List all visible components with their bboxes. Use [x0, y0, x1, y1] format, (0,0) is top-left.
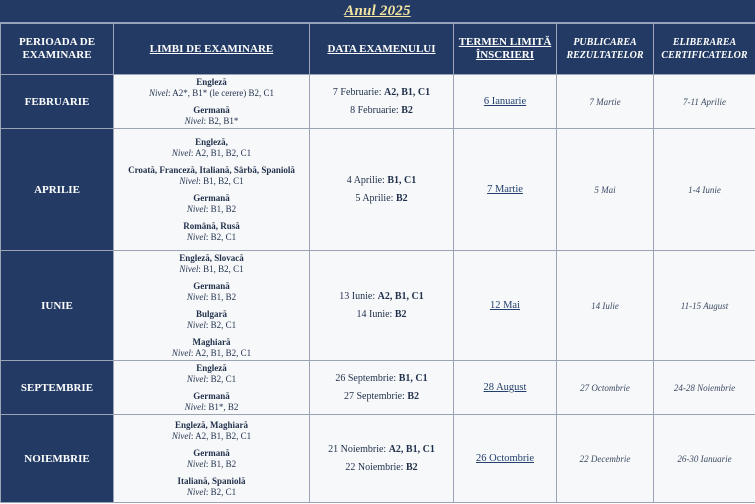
- level-label: Nivel: [171, 347, 191, 358]
- language-group: [116, 193, 307, 215]
- exam-date-line: [312, 459, 451, 477]
- exam-date-day: 14 Iunie:: [356, 308, 395, 320]
- language-name: Italiană, Spaniolă: [177, 475, 246, 486]
- exam-date-day: 26 Septembrie:: [335, 372, 399, 384]
- language-group: [116, 105, 307, 127]
- exam-date-line: [312, 288, 451, 306]
- table-row: [1, 251, 755, 361]
- period-cell: NOIEMBRIE: [1, 415, 114, 503]
- exam-date-cell: [310, 251, 454, 361]
- results-cell: 5 Mai: [557, 129, 654, 251]
- exam-date-day: 4 Aprilie:: [346, 174, 388, 186]
- languages-cell: [114, 361, 310, 415]
- exam-date-cell: [310, 415, 454, 503]
- language-name: Engleză: [196, 76, 227, 87]
- language-levels: [116, 176, 307, 187]
- deadline-link[interactable]: 12 Mai: [489, 300, 521, 311]
- language-group: [116, 363, 307, 385]
- level-values: : B2, C1: [205, 373, 237, 384]
- header-deadline: TERMEN LIMITĂ ÎNSCRIERI: [454, 24, 557, 75]
- language-name: Germană: [193, 104, 230, 115]
- exam-date-levels: B2: [401, 104, 413, 116]
- language-levels: [116, 320, 307, 331]
- deadline-cell: [454, 75, 557, 129]
- period-cell: APRILIE: [1, 129, 114, 251]
- language-group: [116, 165, 307, 187]
- exam-date-line: [312, 370, 451, 388]
- level-values: : A2*, B1* (le cerere) B2, C1: [168, 87, 274, 98]
- language-levels: [116, 459, 307, 470]
- exam-date-levels: A2, B1, C1: [383, 86, 431, 98]
- languages-cell: [114, 415, 310, 503]
- level-label: Nivel: [171, 430, 191, 441]
- table-row: [1, 75, 755, 129]
- deadline-cell: [454, 129, 557, 251]
- language-name: Germană: [193, 390, 230, 401]
- results-cell: 27 Octombrie: [557, 361, 654, 415]
- language-levels: [116, 348, 307, 359]
- exam-date-levels: B1, C1: [398, 372, 428, 384]
- year-banner: [0, 0, 755, 23]
- language-levels: [116, 204, 307, 215]
- exam-date-line: [312, 172, 451, 190]
- exam-date-line: [312, 306, 451, 324]
- level-label: Nivel: [186, 231, 206, 242]
- exam-date-day: 13 Iunie:: [339, 290, 378, 302]
- exam-date-day: 8 Februarie:: [350, 104, 402, 116]
- exam-schedule-table: [0, 23, 755, 503]
- certificates-cell: 1-4 Iunie: [654, 129, 755, 251]
- level-label: Nivel: [186, 458, 206, 469]
- certificates-cell: 24-28 Noiembrie: [654, 361, 755, 415]
- language-levels: [116, 116, 307, 127]
- language-group: [116, 253, 307, 275]
- deadline-link[interactable]: 7 Martie: [487, 184, 523, 195]
- language-name: Germană: [193, 280, 230, 291]
- level-values: : B2, C1: [205, 486, 237, 497]
- exam-date-day: 5 Aprilie:: [355, 192, 396, 204]
- table-header-row: [1, 24, 755, 75]
- language-name: Engleză, Maghiară: [175, 419, 248, 430]
- exam-date-levels: B1, C1: [387, 174, 417, 186]
- exam-date-day: 22 Noiembrie:: [345, 461, 406, 473]
- level-label: Nivel: [179, 263, 199, 274]
- level-values: : B1, B2: [205, 291, 237, 302]
- certificates-cell: 26-30 Ianuarie: [654, 415, 755, 503]
- language-levels: [116, 232, 307, 243]
- language-levels: [116, 148, 307, 159]
- level-label: Nivel: [186, 319, 206, 330]
- language-group: [116, 420, 307, 442]
- language-levels: [116, 431, 307, 442]
- level-values: : A2, B1, B2, C1: [190, 430, 252, 441]
- deadline-link[interactable]: 26 Octombrie: [475, 453, 535, 464]
- level-label: Nivel: [186, 203, 206, 214]
- language-levels: [116, 487, 307, 498]
- level-values: : B1, B2: [205, 203, 237, 214]
- period-cell: SEPTEMBRIE: [1, 361, 114, 415]
- deadline-link[interactable]: 28 August: [483, 382, 527, 393]
- level-label: Nivel: [184, 401, 204, 412]
- exam-date-line: [312, 102, 451, 120]
- level-label: Nivel: [186, 486, 206, 497]
- language-name: Engleză, Slovacă: [179, 252, 244, 263]
- language-group: [116, 391, 307, 413]
- level-values: : B2, B1*: [203, 115, 239, 126]
- exam-date-levels: A2, B1, C1: [388, 443, 435, 455]
- exam-date-cell: [310, 361, 454, 415]
- level-values: : B2, C1: [205, 231, 237, 242]
- results-cell: 7 Martie: [557, 75, 654, 129]
- deadline-cell: [454, 415, 557, 503]
- language-group: [116, 77, 307, 99]
- header-results: PUBLICAREA REZULTATELOR: [557, 24, 654, 75]
- level-values: : B1, B2: [205, 458, 237, 469]
- level-values: : B1*, B2: [203, 401, 239, 412]
- table-row: [1, 361, 755, 415]
- level-label: Nivel: [171, 147, 191, 158]
- languages-cell: [114, 251, 310, 361]
- language-name: Maghiară: [192, 336, 231, 347]
- language-levels: [116, 402, 307, 413]
- language-group: [116, 309, 307, 331]
- exam-date-cell: [310, 75, 454, 129]
- language-levels: [116, 292, 307, 303]
- language-levels: [116, 264, 307, 275]
- level-label: Nivel: [179, 175, 199, 186]
- level-values: : A2, B1, B2, C1: [190, 347, 252, 358]
- language-name: Croată, Franceză, Italiană, Sârbă, Spaniolă: [128, 164, 295, 175]
- language-group: [116, 476, 307, 498]
- level-label: Nivel: [186, 291, 206, 302]
- exam-date-levels: B2: [394, 308, 407, 320]
- level-values: : B2, C1: [205, 319, 237, 330]
- language-name: Engleză: [196, 362, 227, 373]
- languages-cell: [114, 75, 310, 129]
- deadline-cell: [454, 361, 557, 415]
- certificates-cell: 7-11 Aprilie: [654, 75, 755, 129]
- language-group: [116, 137, 307, 159]
- language-levels: [116, 374, 307, 385]
- language-group: [116, 448, 307, 470]
- level-values: : B1, B2, C1: [198, 263, 244, 274]
- header-exam-date: DATA EXAMENULUI: [310, 24, 454, 75]
- level-label: Nivel: [184, 115, 204, 126]
- header-period: PERIOADA DE EXAMINARE: [1, 24, 114, 75]
- header-certificates: ELIBERAREA CERTIFICATELOR: [654, 24, 755, 75]
- language-levels: [116, 88, 307, 99]
- exam-date-line: [312, 190, 451, 208]
- deadline-link[interactable]: 6 Ianuarie: [483, 96, 527, 107]
- level-values: : A2, B1, B2, C1: [190, 147, 252, 158]
- exam-date-line: [312, 388, 451, 406]
- exam-date-cell: [310, 129, 454, 251]
- exam-date-line: [312, 441, 451, 459]
- exam-date-levels: B2: [407, 390, 419, 402]
- period-cell: IUNIE: [1, 251, 114, 361]
- language-name: Engleză,: [195, 136, 228, 147]
- exam-date-line: [312, 84, 451, 102]
- language-name: Germană: [193, 192, 230, 203]
- certificates-cell: 11-15 August: [654, 251, 755, 361]
- exam-date-levels: A2, B1, C1: [377, 290, 424, 302]
- header-languages: LIMBI DE EXAMINARE: [114, 24, 310, 75]
- language-group: [116, 281, 307, 303]
- exam-date-day: 7 Februarie:: [332, 86, 384, 98]
- results-cell: 14 Iulie: [557, 251, 654, 361]
- table-row: [1, 415, 755, 503]
- language-name: Germană: [193, 447, 230, 458]
- languages-cell: [114, 129, 310, 251]
- year-title: Anul 2025: [344, 2, 411, 19]
- exam-date-levels: B2: [395, 192, 408, 204]
- exam-date-day: 21 Noiembrie:: [328, 443, 389, 455]
- exam-date-day: 27 Septembrie:: [344, 390, 408, 402]
- language-name: Bulgară: [195, 308, 227, 319]
- language-group: [116, 337, 307, 359]
- exam-date-levels: B2: [405, 461, 418, 473]
- level-label: Nivel: [149, 87, 168, 98]
- level-label: Nivel: [186, 373, 206, 384]
- period-cell: FEBRUARIE: [1, 75, 114, 129]
- level-values: : B1, B2, C1: [198, 175, 244, 186]
- language-name: Română, Rusă: [183, 220, 240, 231]
- language-group: [116, 221, 307, 243]
- results-cell: 22 Decembrie: [557, 415, 654, 503]
- table-row: [1, 129, 755, 251]
- deadline-cell: [454, 251, 557, 361]
